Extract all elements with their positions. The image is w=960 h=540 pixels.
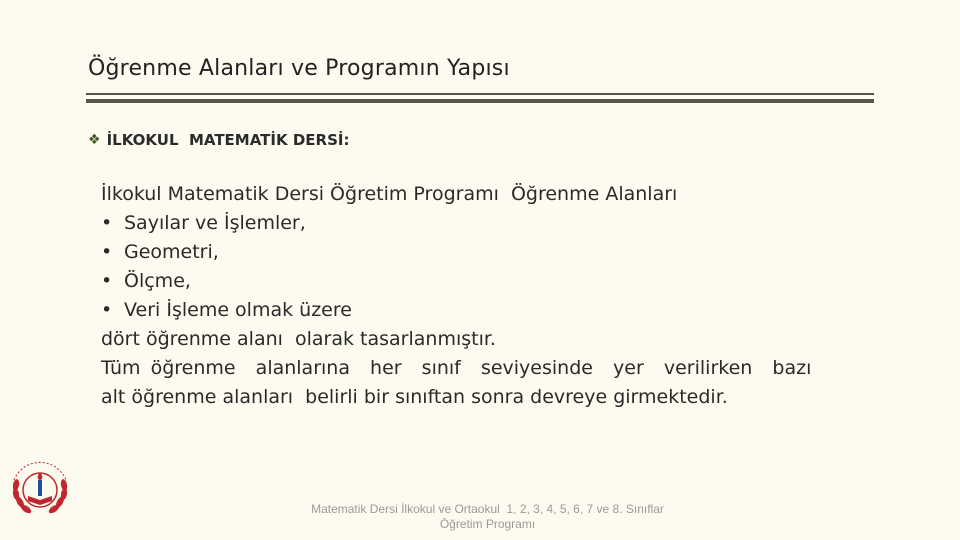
list-item [101,238,841,267]
closing-line-1: Tüm öğrenme alanlarına her sınıf seviyesinde yer verilirken bazı [101,357,812,379]
list-item [101,209,841,238]
list-item-text: Ölçme, [124,270,191,292]
closing-line-2: alt öğrenme alanları belirli bir sınıftan sonra devreye girmektedir. [101,386,728,408]
footer-caption-line-1: Matematik Dersi İlkokul ve Ortaokul 1, 2, 3, 4, 5, 6, 7 ve 8. Sınıflar [311,502,664,516]
title-divider-thick [86,99,874,103]
list-item-text: Veri İşleme olmak üzere [124,299,352,321]
footer-caption-line-2: Öğretim Programı [439,517,536,531]
list-item [101,296,841,325]
bullet-dot: • [101,212,113,234]
bullet-dot: • [101,270,113,292]
slide-title: Öğrenme Alanları ve Programın Yapısı [88,56,510,81]
bullet-dot: • [101,299,113,321]
list-item-text: Geometri, [124,241,219,263]
diamond-bullet-icon: ❖ [88,132,101,148]
summary-line: dört öğrenme alanı olarak tasarlanmıştır. [101,328,496,350]
bullet-dot: • [101,241,113,263]
title-divider-thin [86,93,874,95]
body-text [101,180,841,412]
intro-line: İlkokul Matematik Dersi Öğretim Programı Öğrenme Alanları [101,183,678,205]
ministry-of-education-emblem-icon [2,452,82,532]
section-heading-text: İLKOKUL MATEMATİK DERSİ: [106,131,350,149]
section-heading [88,131,349,149]
list-item-text: Sayılar ve İşlemler, [124,212,306,234]
footer-caption [280,502,695,532]
list-item [101,267,841,296]
